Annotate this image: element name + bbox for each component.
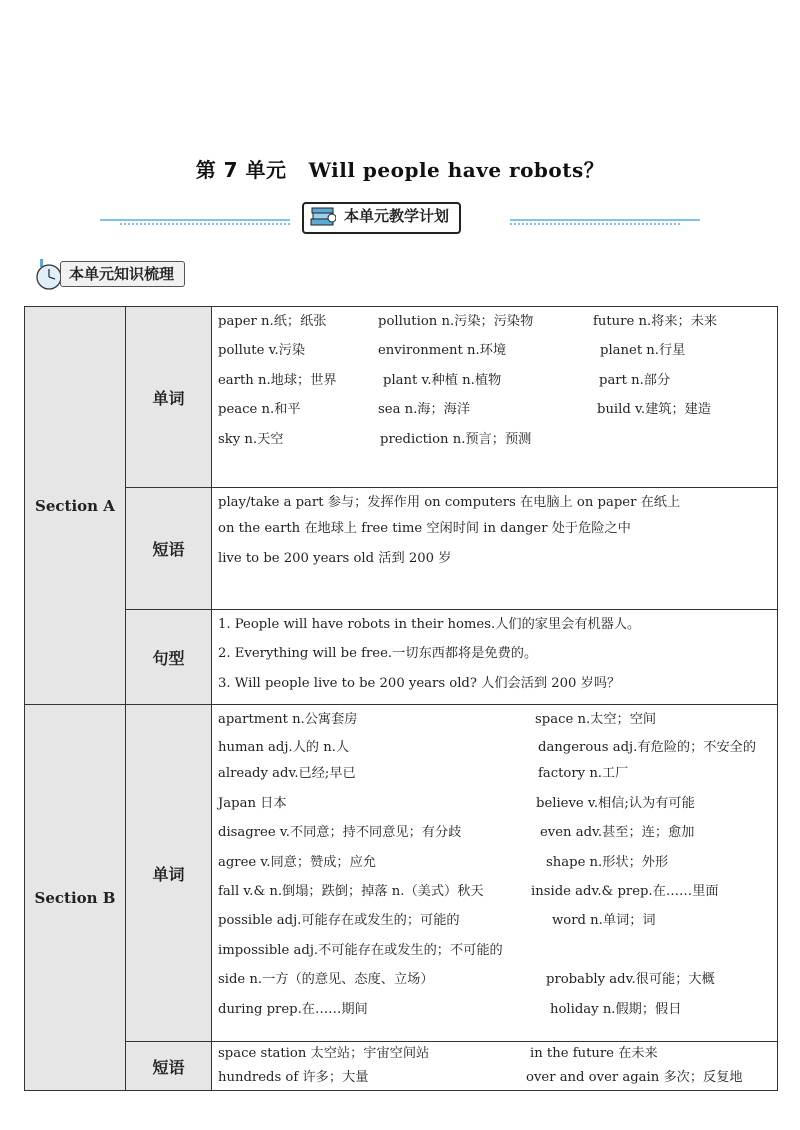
section-a-sentences (212, 610, 778, 705)
word-item: impossible adj.不可能存在或发生的；不可能的 (218, 942, 503, 958)
section-b-phrases-row (25, 1042, 778, 1091)
section-b-phrases (212, 1042, 778, 1091)
word-row (218, 705, 771, 734)
word-row (218, 936, 771, 965)
word-row (218, 738, 771, 757)
word-item: shape n.形状；外形 (546, 854, 669, 870)
section-b-label: Section B (25, 705, 126, 1091)
word-item: prediction n.预言；预测 (380, 431, 532, 447)
word-row (218, 818, 771, 847)
word-row (218, 995, 771, 1024)
word-item: side n.一方（的意见、态度、立场） (218, 972, 434, 988)
word-row (218, 965, 771, 994)
section-a-words-label: 单词 (126, 307, 212, 488)
word-item: pollution n.污染；污染物 (378, 314, 534, 329)
section-a-words-row (25, 307, 778, 488)
phrase-item: in the future 在未来 (530, 1046, 658, 1061)
sentence-item: 1. People will have robots in their homes.人们的家里会有机器人。 (218, 617, 641, 632)
word-item: factory n.工厂 (538, 766, 629, 782)
section-a-phrases-row (25, 488, 778, 610)
books-icon (310, 207, 336, 227)
word-row (218, 789, 771, 818)
word-item: human adj.人的 n.人 (218, 740, 350, 756)
teaching-plan-banner (302, 202, 461, 234)
knowledge-table (24, 306, 778, 1091)
sentence-item: 2. Everything will be free.一切东西都将是免费的。 (218, 646, 538, 662)
word-item: even adv.甚至；连；愈加 (540, 825, 695, 841)
teaching-plan-label: 本单元教学计划 (344, 207, 450, 225)
word-item: inside adv.& prep.在……里面 (531, 884, 719, 900)
section-a-sentences-row (25, 610, 778, 705)
word-item: believe v.相信;认为有可能 (536, 795, 695, 811)
word-item: agree v.同意；赞成；应允 (218, 854, 376, 870)
section-b-words-row (25, 705, 778, 1042)
word-item: future n.将来；未来 (593, 314, 718, 329)
word-row (218, 336, 771, 365)
knowledge-summary-label: 本单元知识梳理 (60, 261, 185, 287)
word-item: Japan 日本 (218, 795, 287, 811)
word-item: apartment n.公寓套房 (218, 712, 358, 727)
word-item: possible adj.可能存在或发生的；可能的 (218, 913, 460, 929)
phrase-item: on the earth 在地球上 free time 空闲时间 in danger 处于危险之中 (218, 521, 631, 536)
unit-number: 第 7 单元 (195, 158, 287, 182)
word-row (218, 395, 771, 424)
word-row (218, 366, 771, 395)
section-b-words-label: 单词 (126, 705, 212, 1042)
word-item: probably adv.很可能；大概 (546, 972, 715, 988)
word-item: already adv.已经;早已 (218, 766, 356, 782)
phrase-item: space station 太空站；宇宙空间站 (218, 1046, 430, 1061)
word-row (218, 759, 771, 788)
word-item: holiday n.假期；假日 (550, 1001, 682, 1017)
section-a-phrases-label: 短语 (126, 488, 212, 610)
phrase-row (218, 1042, 771, 1066)
word-row (218, 425, 771, 454)
word-item: space n.太空；空间 (535, 712, 657, 727)
word-item: build v.建筑；建造 (597, 402, 712, 418)
word-item: pollute v.污染 (218, 343, 306, 359)
section-b-words (212, 705, 778, 1042)
section-a-sentences-label: 句型 (126, 610, 212, 705)
word-item: fall v.& n.倒塌；跌倒；掉落 n.（美式）秋天 (218, 884, 484, 900)
word-item: word n.单词；词 (552, 913, 656, 929)
word-row (218, 877, 771, 906)
word-item: sky n.天空 (218, 431, 284, 447)
section-a-label: Section A (25, 307, 126, 705)
phrase-item: play/take a part 参与；发挥作用 on computers 在电脑上 on paper 在纸上 (218, 495, 681, 510)
word-item: environment n.环境 (378, 343, 507, 359)
word-row (218, 848, 771, 877)
word-row (218, 307, 771, 336)
section-b-phrases-label: 短语 (126, 1042, 212, 1091)
unit-question: Will people have robots？ (308, 158, 605, 182)
word-item: sea n.海；海洋 (378, 402, 471, 418)
section-a-words (212, 307, 778, 488)
word-item: part n.部分 (599, 372, 671, 388)
word-item: paper n.纸；纸张 (218, 314, 327, 329)
phrase-item: hundreds of 许多；大量 (218, 1070, 369, 1085)
word-row (218, 906, 771, 935)
word-item: plant v.种植 n.植物 (383, 372, 502, 388)
phrase-item: over and over again 多次；反复地 (526, 1070, 743, 1085)
word-item: dangerous adj.有危险的；不安全的 (538, 740, 757, 756)
phrase-item: live to be 200 years old 活到 200 岁 (218, 551, 452, 566)
word-item: planet n.行星 (600, 343, 686, 359)
word-item: disagree v.不同意；持不同意见；有分歧 (218, 825, 462, 841)
sentence-item: 3. Will people live to be 200 years old? 人们会活到 200 岁吗？ (218, 675, 621, 691)
word-item: earth n.地球；世界 (218, 372, 337, 388)
word-item: peace n.和平 (218, 402, 301, 418)
phrase-row (218, 1066, 771, 1090)
section-a-phrases (212, 488, 778, 610)
word-item: during prep.在……期间 (218, 1001, 368, 1017)
page-title (0, 154, 800, 183)
